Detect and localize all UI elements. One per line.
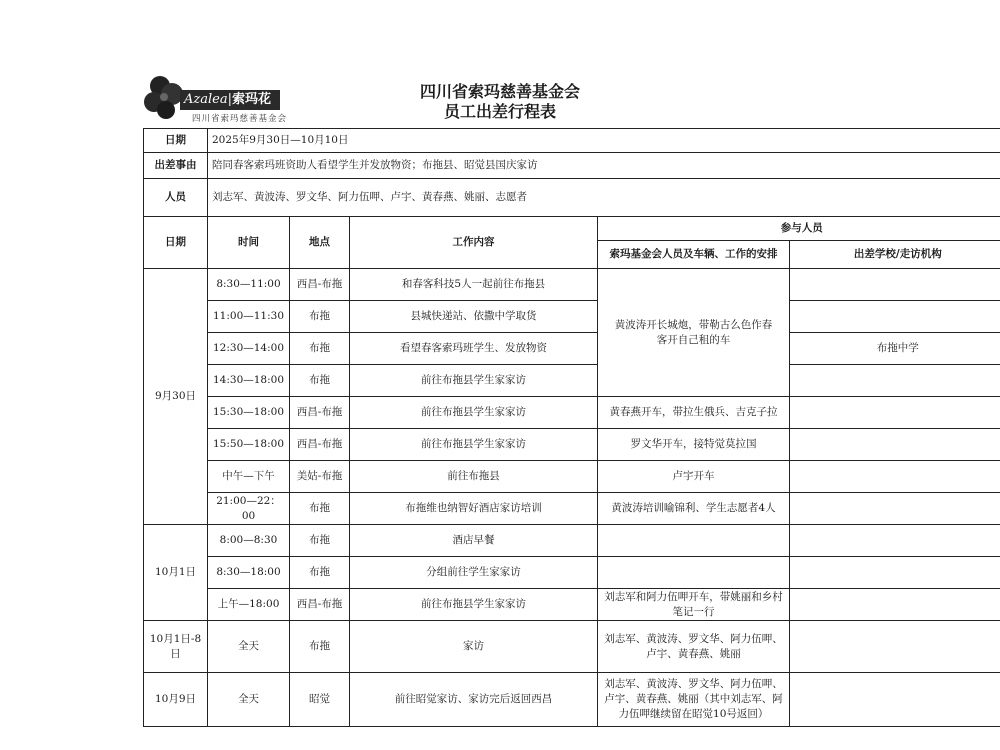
document-title — [380, 82, 620, 122]
info-row-date — [144, 129, 1000, 153]
time-cell: 中午—下午 — [208, 461, 290, 493]
work-cell: 前往布拖县学生家家访 — [350, 365, 598, 397]
table-row — [144, 365, 1000, 397]
table-row — [144, 397, 1000, 429]
place-cell: 布拖 — [290, 525, 350, 557]
logo-brand-cn: 索玛花 — [231, 92, 271, 107]
school-cell — [790, 673, 1000, 727]
title-line-1: 四川省索玛慈善基金会 — [419, 82, 580, 101]
place-cell: 布拖 — [290, 493, 350, 525]
table-row — [144, 621, 1000, 673]
staff-cell — [598, 525, 790, 557]
place-cell: 西昌-布拖 — [290, 589, 350, 621]
staff-cell: 罗文华开车，接特觉莫拉国 — [598, 429, 790, 461]
staff-cell: 黄波涛培训喻锦利、学生志愿者4人 — [598, 493, 790, 525]
table-row — [144, 673, 1000, 727]
table-row — [144, 333, 1000, 365]
info-reason-value: 陪同春客索玛班资助人看望学生并发放物资；布拖县、昭觉县国庆家访 — [208, 153, 1000, 179]
work-cell: 前往昭觉家访、家访完后返回西昌 — [350, 673, 598, 727]
table-row — [144, 301, 1000, 333]
day-cell-oct9: 10月9日 — [144, 673, 208, 727]
table-row — [144, 589, 1000, 621]
foundation-logo — [142, 72, 288, 124]
col-place-header: 地点 — [290, 217, 350, 269]
staff-cell: 刘志军和阿力伍呷开车，带姚丽和乡村笔记一行 — [598, 589, 790, 621]
time-cell: 14:30—18:00 — [208, 365, 290, 397]
logo-wordmark: Azalea|索玛花 — [180, 90, 280, 110]
school-cell — [790, 397, 1000, 429]
staff-cell — [598, 557, 790, 589]
place-cell: 布拖 — [290, 301, 350, 333]
school-cell — [790, 557, 1000, 589]
school-cell — [790, 621, 1000, 673]
time-cell: 12:30—14:00 — [208, 333, 290, 365]
staff-cell-merged: 黄波涛开长城炮，带勒古么色作春客开自己租的车 — [598, 269, 790, 397]
school-cell — [790, 269, 1000, 301]
work-cell: 看望春客索玛班学生、发放物资 — [350, 333, 598, 365]
staff-cell: 刘志军、黄波涛、罗文华、阿力伍呷、卢宇、黄春燕、姚丽 — [598, 621, 790, 673]
staff-cell: 刘志军、黄波涛、罗文华、阿力伍呷、卢宇、黄春燕、姚丽（其中刘志军、阿力伍呷继续留在昭觉10号返回） — [598, 673, 790, 727]
staff-cell: 卢宇开车 — [598, 461, 790, 493]
school-cell — [790, 461, 1000, 493]
school-cell — [790, 493, 1000, 525]
school-cell — [790, 429, 1000, 461]
school-cell — [790, 301, 1000, 333]
table-row — [144, 461, 1000, 493]
place-cell: 西昌-布拖 — [290, 397, 350, 429]
day-cell-oct1: 10月1日 — [144, 525, 208, 621]
time-cell: 8:30—11:00 — [208, 269, 290, 301]
col-participants-header: 参与人员 — [598, 217, 1000, 241]
info-reason-label: 出差事由 — [144, 153, 208, 179]
col-work-header: 工作内容 — [350, 217, 598, 269]
work-cell: 布拖维也纳智好酒店家访培训 — [350, 493, 598, 525]
table-row — [144, 269, 1000, 301]
info-staff-value: 刘志军、黄波涛、罗文华、阿力伍呷、卢宇、黄春燕、姚丽、志愿者 — [208, 179, 1000, 217]
column-header-row — [144, 217, 1000, 241]
col-date-header: 日期 — [144, 217, 208, 269]
work-cell: 前往布拖县学生家家访 — [350, 429, 598, 461]
day-cell-sep30: 9月30日 — [144, 269, 208, 525]
info-staff-label: 人员 — [144, 179, 208, 217]
staff-cell: 黄春燕开车，带拉生俄兵、吉克子拉 — [598, 397, 790, 429]
work-cell: 前往布拖县学生家家访 — [350, 589, 598, 621]
place-cell: 西昌-布拖 — [290, 429, 350, 461]
school-cell — [790, 365, 1000, 397]
time-cell: 8:00—8:30 — [208, 525, 290, 557]
place-cell: 美姑-布拖 — [290, 461, 350, 493]
time-cell: 上午—18:00 — [208, 589, 290, 621]
work-cell: 前往布拖县 — [350, 461, 598, 493]
place-cell: 昭觉 — [290, 673, 350, 727]
time-cell: 全天 — [208, 673, 290, 727]
work-cell: 前往布拖县学生家家访 — [350, 397, 598, 429]
logo-brand-en: Azalea — [184, 92, 228, 107]
info-row-reason — [144, 153, 1000, 179]
table-row — [144, 557, 1000, 589]
place-cell: 西昌-布拖 — [290, 269, 350, 301]
day-cell-oct1-8: 10月1日-8日 — [144, 621, 208, 673]
work-cell: 和春客科技5人一起前往布拖县 — [350, 269, 598, 301]
info-date-label: 日期 — [144, 129, 208, 153]
school-cell: 布拖中学 — [790, 333, 1000, 365]
table-row — [144, 525, 1000, 557]
time-cell: 全天 — [208, 621, 290, 673]
school-cell — [790, 589, 1000, 621]
time-cell: 15:30—18:00 — [208, 397, 290, 429]
time-cell: 11:00—11:30 — [208, 301, 290, 333]
info-row-staff — [144, 179, 1000, 217]
col-school-header: 出差学校/走访机构 — [790, 241, 1000, 269]
place-cell: 布拖 — [290, 557, 350, 589]
work-cell: 酒店早餐 — [350, 525, 598, 557]
place-cell: 布拖 — [290, 621, 350, 673]
school-cell — [790, 525, 1000, 557]
title-line-2: 员工出差行程表 — [443, 102, 556, 121]
time-cell: 21:00—22：00 — [208, 493, 290, 525]
place-cell: 布拖 — [290, 333, 350, 365]
time-cell: 15:50—18:00 — [208, 429, 290, 461]
work-cell: 分组前往学生家家访 — [350, 557, 598, 589]
itinerary-table — [143, 128, 1000, 727]
work-cell: 县城快递站、依撒中学取货 — [350, 301, 598, 333]
work-cell: 家访 — [350, 621, 598, 673]
table-row — [144, 429, 1000, 461]
logo-subtitle: 四川省索玛慈善基金会 — [192, 114, 288, 124]
table-row — [144, 493, 1000, 525]
col-time-header: 时间 — [208, 217, 290, 269]
time-cell: 8:30—18:00 — [208, 557, 290, 589]
place-cell: 布拖 — [290, 365, 350, 397]
col-staff-vehicle-header: 索玛基金会人员及车辆、工作的安排 — [598, 241, 790, 269]
info-date-value: 2025年9月30日—10月10日 — [208, 129, 1000, 153]
